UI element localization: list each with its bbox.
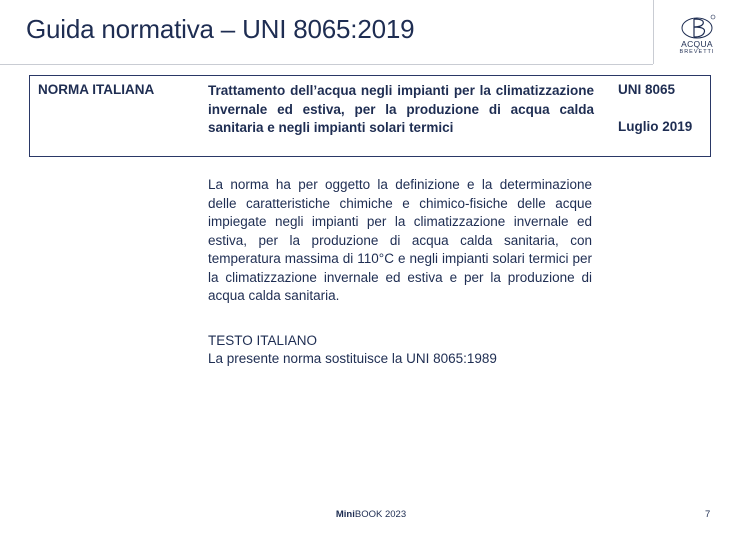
footer-brand <box>0 509 742 520</box>
header-horizontal-divider <box>0 64 653 65</box>
norm-abstract: La norma ha per oggetto la definizione e la determinazione delle caratteristiche chimiche e chimico-fisiche delle acque impiegate negli impianti per la climatizzazione invernale ed estiva, per la produzione di acqua calda sanitaria, con temperatura massima di 110°C e negli impianti solari termici per la climatizzazione invernale ed estiva e per la produzione di acqua calda sanitaria. <box>208 177 592 303</box>
page-title: Guida normativa – UNI 8065:2019 <box>26 14 415 44</box>
page-number: 7 <box>705 509 711 520</box>
brand-logo <box>672 14 722 64</box>
norm-date: Luglio 2019 <box>618 119 693 134</box>
logo-text-primary: ACQUA <box>681 39 713 49</box>
norm-description: Trattamento dell’acqua negli impianti per la climatizzazione invernale ed estiva, per la produzione di acqua calda sanitaria e negli impianti solari termici <box>208 83 594 135</box>
header-vertical-divider <box>653 0 654 64</box>
logo-text-secondary: BREVETTI <box>679 49 715 55</box>
norm-code: UNI 8065 <box>618 82 676 97</box>
footer-brand-prefix: Mini <box>335 509 355 520</box>
acqua-brevetti-logo-icon <box>678 14 716 40</box>
norm-summary-box <box>29 75 711 157</box>
section-text: La presente norma sostituisce la UNI 8065:1989 <box>208 351 497 366</box>
section-heading: TESTO ITALIANO <box>208 333 318 348</box>
norm-type: NORMA ITALIANA <box>38 82 155 97</box>
footer-brand-suffix: BOOK 2023 <box>354 509 407 520</box>
